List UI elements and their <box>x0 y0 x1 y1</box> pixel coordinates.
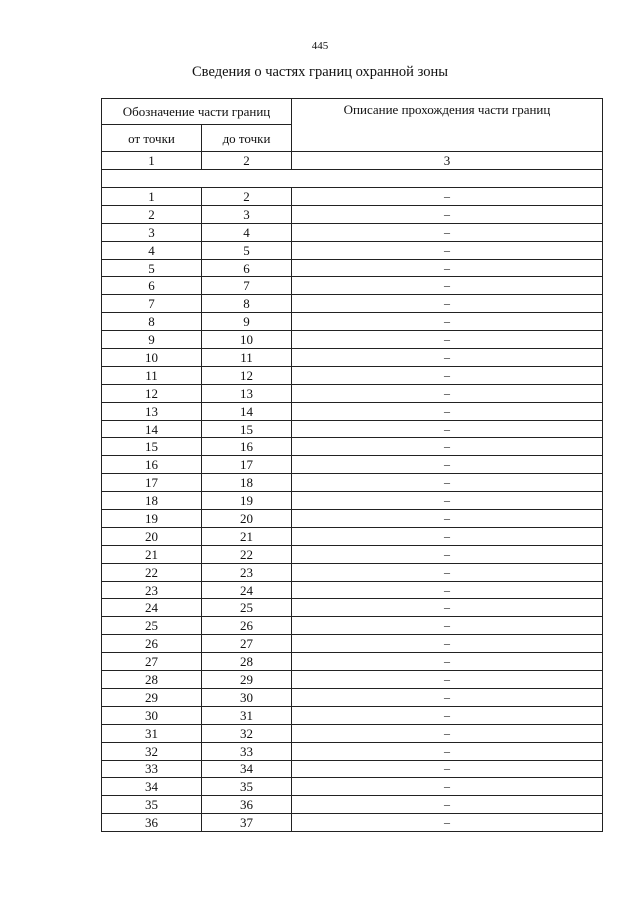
to-point-cell: 32 <box>202 724 292 742</box>
table-row <box>102 545 603 563</box>
to-point-cell: 24 <box>202 581 292 599</box>
from-point-cell: 19 <box>102 510 202 528</box>
description-cell: – <box>292 366 603 384</box>
table-row <box>102 420 603 438</box>
to-point-cell: 28 <box>202 653 292 671</box>
description-cell: – <box>292 545 603 563</box>
to-point-cell: 33 <box>202 742 292 760</box>
from-point-cell: 10 <box>102 349 202 367</box>
empty-cell <box>102 170 603 188</box>
description-cell: – <box>292 617 603 635</box>
column-number: 1 <box>102 152 202 170</box>
description-cell: – <box>292 688 603 706</box>
from-point-cell: 30 <box>102 706 202 724</box>
table-body <box>102 188 603 832</box>
table-row <box>102 474 603 492</box>
to-point-cell: 13 <box>202 384 292 402</box>
from-point-cell: 26 <box>102 635 202 653</box>
description-cell: – <box>292 456 603 474</box>
from-point-cell: 4 <box>102 241 202 259</box>
table-row <box>102 599 603 617</box>
description-cell: – <box>292 671 603 689</box>
from-point-cell: 21 <box>102 545 202 563</box>
from-point-cell: 24 <box>102 599 202 617</box>
description-cell: – <box>292 814 603 832</box>
to-point-cell: 3 <box>202 205 292 223</box>
table-row <box>102 205 603 223</box>
description-cell: – <box>292 635 603 653</box>
table-row <box>102 438 603 456</box>
to-point-header: до точки <box>202 125 292 152</box>
description-cell: – <box>292 259 603 277</box>
description-cell: – <box>292 241 603 259</box>
to-point-cell: 14 <box>202 402 292 420</box>
to-point-cell: 20 <box>202 510 292 528</box>
description-header: Описание прохождения части границ <box>292 99 603 152</box>
to-point-cell: 37 <box>202 814 292 832</box>
to-point-cell: 17 <box>202 456 292 474</box>
table-row <box>102 635 603 653</box>
from-point-cell: 1 <box>102 188 202 206</box>
to-point-cell: 36 <box>202 796 292 814</box>
table-row <box>102 295 603 313</box>
from-point-cell: 31 <box>102 724 202 742</box>
to-point-cell: 27 <box>202 635 292 653</box>
table-row <box>102 688 603 706</box>
to-point-cell: 35 <box>202 778 292 796</box>
table-row <box>102 259 603 277</box>
to-point-cell: 26 <box>202 617 292 635</box>
table-row <box>102 527 603 545</box>
description-cell: – <box>292 563 603 581</box>
table-row <box>102 402 603 420</box>
from-point-cell: 35 <box>102 796 202 814</box>
to-point-cell: 22 <box>202 545 292 563</box>
description-cell: – <box>292 760 603 778</box>
description-cell: – <box>292 492 603 510</box>
description-cell: – <box>292 349 603 367</box>
table-row <box>102 241 603 259</box>
to-point-cell: 23 <box>202 563 292 581</box>
description-cell: – <box>292 527 603 545</box>
to-point-cell: 29 <box>202 671 292 689</box>
from-point-cell: 13 <box>102 402 202 420</box>
boundary-parts-table <box>101 98 603 832</box>
description-cell: – <box>292 295 603 313</box>
from-point-cell: 20 <box>102 527 202 545</box>
table-row <box>102 581 603 599</box>
from-point-cell: 6 <box>102 277 202 295</box>
to-point-cell: 18 <box>202 474 292 492</box>
from-point-cell: 9 <box>102 331 202 349</box>
table-row <box>102 188 603 206</box>
from-point-cell: 17 <box>102 474 202 492</box>
to-point-cell: 30 <box>202 688 292 706</box>
from-point-cell: 34 <box>102 778 202 796</box>
to-point-cell: 9 <box>202 313 292 331</box>
table-row <box>102 223 603 241</box>
table-row <box>102 671 603 689</box>
table-row <box>102 796 603 814</box>
description-cell: – <box>292 742 603 760</box>
description-cell: – <box>292 581 603 599</box>
column-number: 2 <box>202 152 292 170</box>
description-cell: – <box>292 420 603 438</box>
from-point-cell: 18 <box>102 492 202 510</box>
description-cell: – <box>292 313 603 331</box>
to-point-cell: 8 <box>202 295 292 313</box>
description-cell: – <box>292 277 603 295</box>
description-cell: – <box>292 653 603 671</box>
from-point-cell: 7 <box>102 295 202 313</box>
from-point-cell: 14 <box>102 420 202 438</box>
to-point-cell: 10 <box>202 331 292 349</box>
table-row <box>102 349 603 367</box>
table-row <box>102 456 603 474</box>
to-point-cell: 15 <box>202 420 292 438</box>
to-point-cell: 11 <box>202 349 292 367</box>
from-point-cell: 28 <box>102 671 202 689</box>
from-point-cell: 36 <box>102 814 202 832</box>
from-point-cell: 8 <box>102 313 202 331</box>
from-point-cell: 29 <box>102 688 202 706</box>
to-point-cell: 5 <box>202 241 292 259</box>
from-point-cell: 3 <box>102 223 202 241</box>
table-row <box>102 492 603 510</box>
description-cell: – <box>292 510 603 528</box>
from-point-cell: 11 <box>102 366 202 384</box>
to-point-cell: 4 <box>202 223 292 241</box>
from-point-header: от точки <box>102 125 202 152</box>
from-point-cell: 15 <box>102 438 202 456</box>
description-cell: – <box>292 188 603 206</box>
table-row <box>102 366 603 384</box>
table-row <box>102 778 603 796</box>
boundary-designation-header: Обозначение части границ <box>102 99 292 125</box>
from-point-cell: 16 <box>102 456 202 474</box>
table-row <box>102 724 603 742</box>
from-point-cell: 27 <box>102 653 202 671</box>
table-row <box>102 706 603 724</box>
table-row <box>102 814 603 832</box>
description-cell: – <box>292 384 603 402</box>
to-point-cell: 19 <box>202 492 292 510</box>
table-row <box>102 277 603 295</box>
from-point-cell: 22 <box>102 563 202 581</box>
empty-row <box>102 170 603 188</box>
from-point-cell: 25 <box>102 617 202 635</box>
document-title: Сведения о частях границ охранной зоны <box>192 64 448 80</box>
table-row <box>102 653 603 671</box>
to-point-cell: 34 <box>202 760 292 778</box>
description-cell: – <box>292 599 603 617</box>
page-number: 445 <box>311 40 329 52</box>
description-cell: – <box>292 331 603 349</box>
from-point-cell: 5 <box>102 259 202 277</box>
description-cell: – <box>292 205 603 223</box>
description-cell: – <box>292 724 603 742</box>
description-cell: – <box>292 438 603 456</box>
from-point-cell: 32 <box>102 742 202 760</box>
column-number-row <box>102 152 603 170</box>
table-row <box>102 384 603 402</box>
table-row <box>102 313 603 331</box>
to-point-cell: 12 <box>202 366 292 384</box>
description-cell: – <box>292 706 603 724</box>
from-point-cell: 2 <box>102 205 202 223</box>
to-point-cell: 16 <box>202 438 292 456</box>
table-row <box>102 760 603 778</box>
description-cell: – <box>292 778 603 796</box>
table-row <box>102 742 603 760</box>
table-row <box>102 617 603 635</box>
column-number: 3 <box>292 152 603 170</box>
from-point-cell: 23 <box>102 581 202 599</box>
to-point-cell: 7 <box>202 277 292 295</box>
description-cell: – <box>292 474 603 492</box>
description-cell: – <box>292 223 603 241</box>
table-header-row <box>102 99 603 125</box>
description-cell: – <box>292 402 603 420</box>
table-row <box>102 331 603 349</box>
to-point-cell: 21 <box>202 527 292 545</box>
to-point-cell: 25 <box>202 599 292 617</box>
from-point-cell: 33 <box>102 760 202 778</box>
to-point-cell: 31 <box>202 706 292 724</box>
to-point-cell: 2 <box>202 188 292 206</box>
to-point-cell: 6 <box>202 259 292 277</box>
description-cell: – <box>292 796 603 814</box>
from-point-cell: 12 <box>102 384 202 402</box>
table-row <box>102 510 603 528</box>
table-row <box>102 563 603 581</box>
